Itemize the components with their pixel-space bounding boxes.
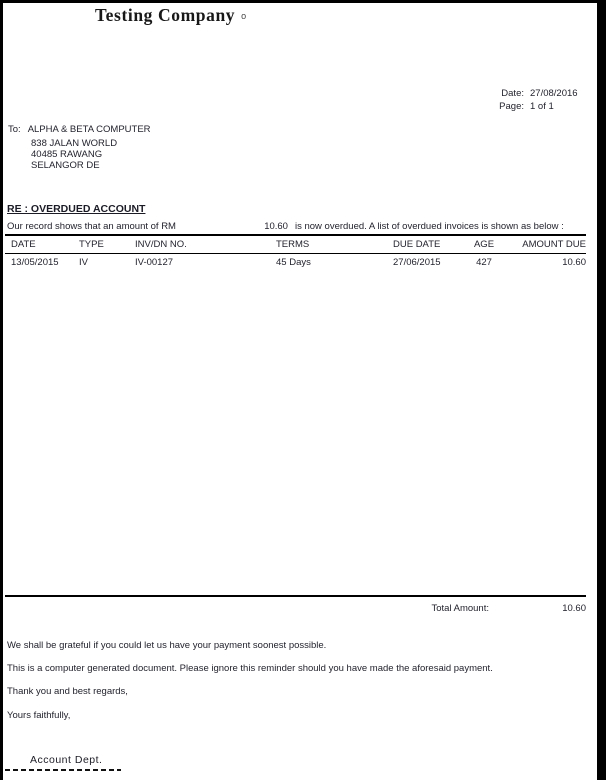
page-title — [95, 5, 246, 26]
table-header-row — [5, 236, 586, 253]
to-label: To: — [8, 124, 21, 135]
company-name-suffix: o — [241, 11, 247, 21]
cell-terms: 45 Days — [276, 257, 311, 268]
date-label: Date: — [501, 88, 524, 99]
total-amount-row — [5, 603, 586, 614]
overdue-amount: 10.60 — [264, 221, 288, 232]
company-name: Testing Company — [95, 5, 236, 25]
column-header-type: TYPE — [79, 239, 104, 250]
column-header-date: DATE — [11, 239, 36, 250]
yours-faithfully-line: Yours faithfully, — [7, 710, 71, 721]
total-amount-value: 10.60 — [562, 603, 586, 614]
cell-due-date: 27/06/2015 — [393, 257, 441, 268]
total-rule — [5, 595, 586, 597]
column-header-age: AGE — [473, 239, 495, 250]
recipient-address-line: 40485 RAWANG — [31, 149, 103, 160]
column-header-terms: TERMS — [276, 239, 310, 250]
recipient-name: ALPHA & BETA COMPUTER — [27, 124, 151, 135]
signature-dashed-line — [5, 769, 121, 771]
intro-text-part1: Our record shows that an amount of RM — [7, 221, 176, 232]
page-number-value: 1 of 1 — [530, 101, 554, 112]
table-row — [5, 254, 586, 271]
subject-heading: RE : OVERDUED ACCOUNT — [7, 203, 146, 215]
intro-text-part2: is now overdued. A list of overdued invoices is shown as below : — [294, 221, 564, 232]
total-amount-label: Total Amount: — [431, 603, 489, 614]
column-header-inv-dn-no: INV/DN NO. — [135, 239, 187, 250]
recipient-address-line: SELANGOR DE — [31, 160, 100, 171]
cell-amount-due: 10.60 — [562, 257, 586, 268]
cell-inv-dn-no: IV-00127 — [135, 257, 174, 268]
computer-generated-notice: This is a computer generated document. Please ignore this reminder should you have made the aforesaid payment. — [7, 663, 493, 674]
thank-you-line: Thank you and best regards, — [7, 686, 128, 697]
page-row — [488, 100, 590, 113]
column-header-due-date: DUE DATE — [393, 239, 441, 250]
recipient-name-line — [8, 124, 151, 136]
closing-gratitude-line: We shall be grateful if you could let us have your payment soonest possible. — [7, 640, 327, 651]
cell-age: 427 — [476, 257, 492, 268]
cell-type: IV — [79, 257, 88, 268]
document-meta — [488, 87, 590, 113]
recipient-address-block — [5, 124, 151, 171]
date-row — [488, 87, 590, 100]
recipient-address-line: 838 JALAN WORLD — [31, 138, 118, 149]
page-number-label: Page: — [499, 101, 524, 112]
date-value: 27/08/2016 — [530, 88, 578, 99]
signature-department: Account Dept. — [30, 754, 103, 766]
intro-sentence — [7, 221, 564, 232]
cell-date: 13/05/2015 — [11, 257, 59, 268]
overdue-invoices-table — [5, 234, 586, 271]
column-header-amount-due: AMOUNT DUE — [522, 239, 586, 250]
